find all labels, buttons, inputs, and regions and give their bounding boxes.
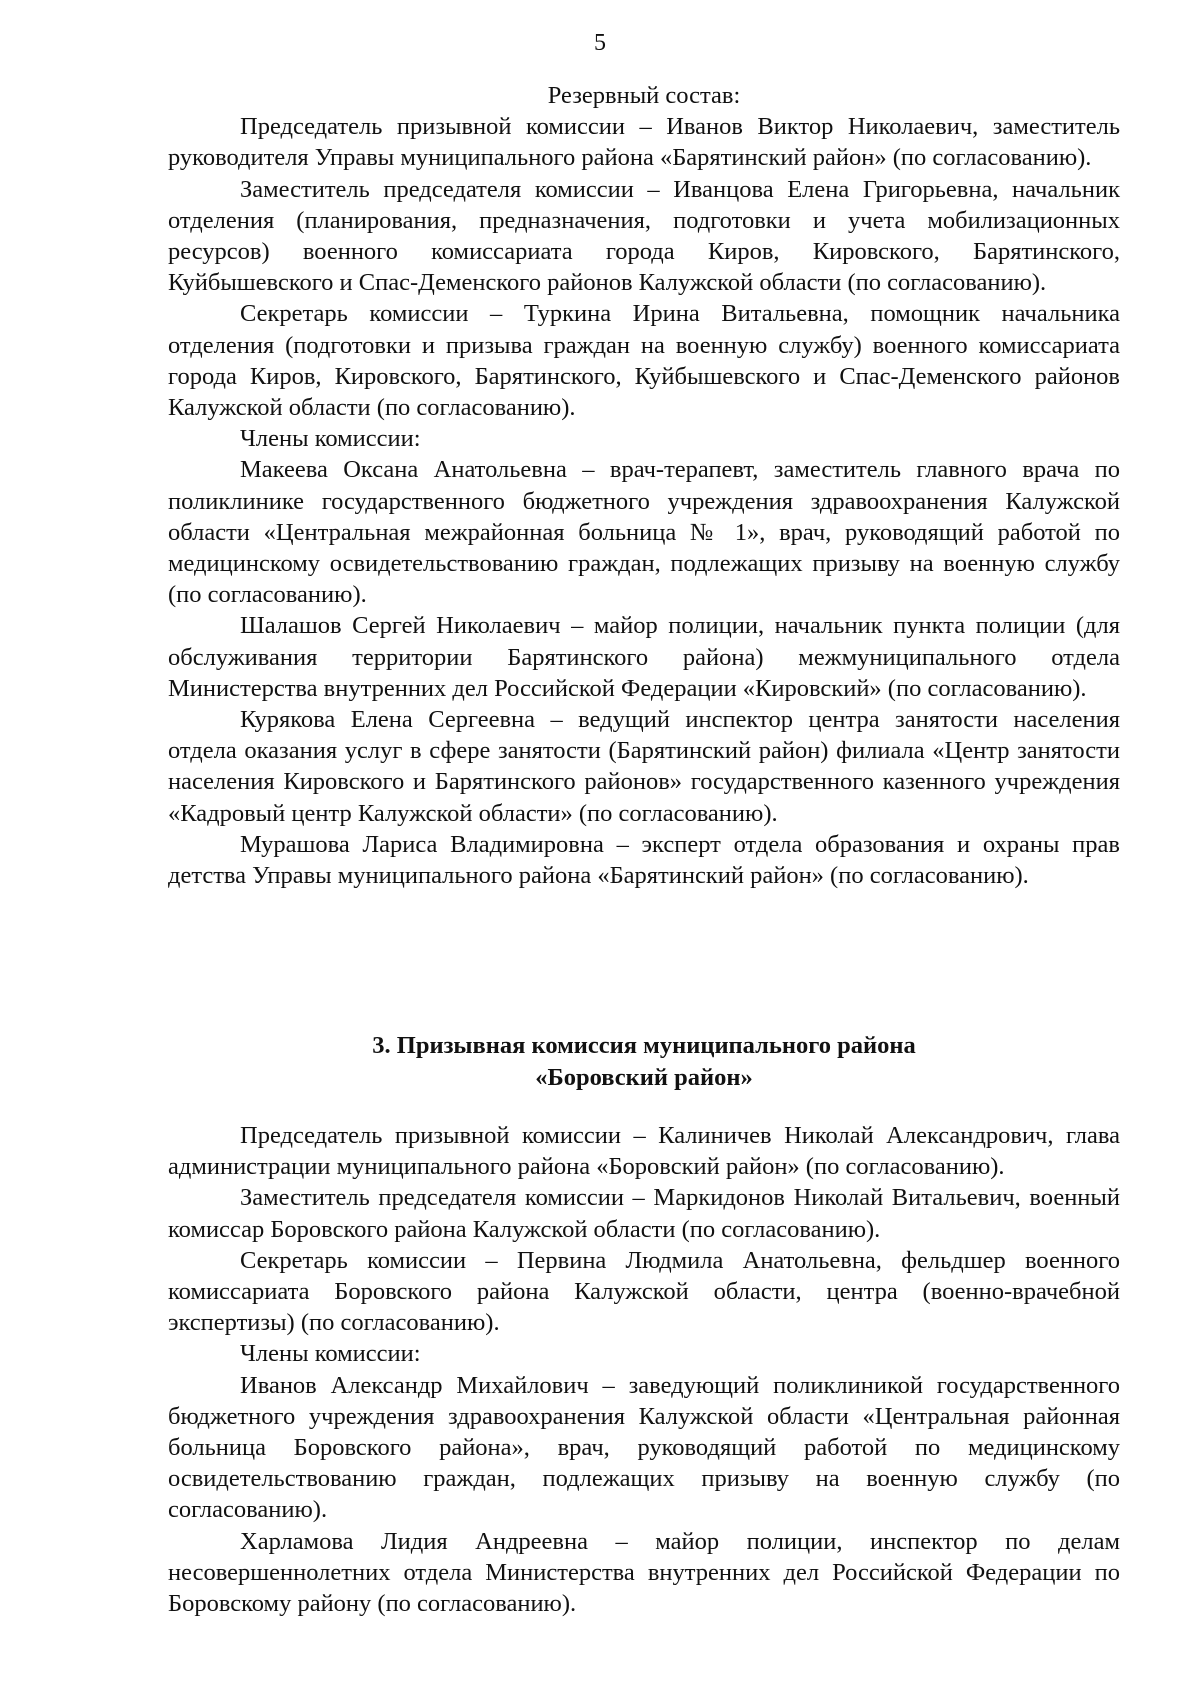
section-3-heading (168, 1030, 1120, 1093)
section-3-secretary: Секретарь комиссии – Первина Людмила Анатольевна, фельдшер военного комиссариата Боровского района Калужской области, центра (военно-врачебной экспертизы) (по согласованию). (168, 1246, 1120, 1337)
reserve-members-label: Члены комиссии: (240, 425, 421, 453)
section-3-heading-line1: 3. Призывная комиссия муниципального района (372, 1032, 916, 1059)
section-3-heading-line2: «Боровский район» (535, 1063, 753, 1091)
reserve-member: Шалашов Сергей Николаевич – майор полиции, начальник пункта полиции (для обслуживания территории Барятинского района) межмуниципального отдела Министерства внутренних дел Российской Федерации «Кировский» (по согласованию). (168, 612, 1120, 702)
page-number: 5 (594, 30, 606, 56)
section-3-member: Иванов Александр Михайлович – заведующий поликлиникой государственного бюджетного учреждения здравоохранения Калужской области «Центральная районная больница Боровского района», врач, руководящий работой по медицинскому освидетельствованию граждан, подлежащих призыву на военную службу (по согласованию). (168, 1371, 1120, 1524)
reserve-section (168, 80, 1120, 891)
reserve-member: Макеева Оксана Анатольевна – врач-терапевт, заместитель главного врача по поликлинике государственного бюджетного учреждения здравоохранения Калужской области «Центральная межрайонная больница № 1», врач, руководящий работой по медицинскому освидетельствованию граждан, подлежащих призыву на военную службу (по согласованию). (168, 456, 1120, 609)
reserve-member: Мурашова Лариса Владимировна – эксперт отдела образования и охраны прав детства Управы муниципального района «Барятинский район» (по согласованию). (168, 830, 1120, 890)
reserve-chairman: Председатель призывной комиссии – Иванов Виктор Николаевич, заместитель руководителя Управы муниципального района «Барятинский район» (по согласованию). (168, 113, 1120, 172)
section-3-body (168, 1120, 1120, 1619)
section-3-chairman: Председатель призывной комиссии – Калиничев Николай Александрович, глава администрации муниципального района «Боровский район» (по согласованию). (168, 1122, 1120, 1181)
reserve-member: Курякова Елена Сергеевна – ведущий инспектор центра занятости населения отдела оказания услуг в сфере занятости (Барятинский район) филиала «Центр занятости населения Кировского и Барятинского районов» государственного казенного учреждения «Кадровый центр Калужской области» (по согласованию). (168, 706, 1120, 827)
section-3-members-label: Члены комиссии: (240, 1340, 421, 1368)
section-3-deputy: Заместитель председателя комиссии – Маркидонов Николай Витальевич, военный комиссар Боровского района Калужской области (по согласованию). (168, 1184, 1120, 1243)
reserve-deputy: Заместитель председателя комиссии – Иванцова Елена Григорьевна, начальник отделения (планирования, предназначения, подготовки и учета мобилизационных ресурсов) военного комиссариата города Киров, Кировского, Барятинского, Куйбышевского и Спас-Деменского районов Калужской области (по согласованию). (168, 175, 1120, 297)
reserve-title: Резервный состав: (547, 82, 741, 109)
reserve-secretary: Секретарь комиссии – Туркина Ирина Витальевна, помощник начальника отделения (подготовки и призыва граждан на военную службу) военного комиссариата города Киров, Кировского, Барятинского, Куйбышевского и Спас-Деменского районов Калужской области (по согласованию). (168, 300, 1120, 422)
section-3-member: Харламова Лидия Андреевна – майор полиции, инспектор по делам несовершеннолетних отдела Министерства внутренних дел Российской Федерации по Боровскому району (по согласованию). (168, 1527, 1120, 1618)
